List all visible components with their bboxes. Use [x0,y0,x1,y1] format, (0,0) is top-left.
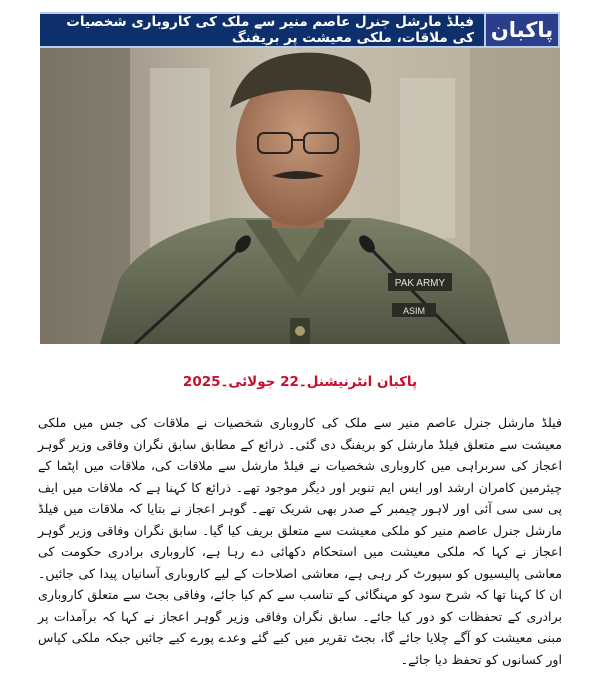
dateline: پاکبان انٹرنیشنل۔22 جولائی۔2025 [182,374,418,390]
headline-text: فیلڈ مارشل جنرل عاصم منیر سے ملک کی کاروباری شخصیات کی ملاقات، ملکی معیشت پر بریفنگ [66,14,474,46]
article-body: فیلڈ مارشل جنرل عاصم منیر سے ملک کی کاروباری شخصیات نے ملاقات کی جس میں ملکی معیشت سے متعلق فیلڈ مارشل کو بریفنگ دی گئی۔ ذرائع کے مطابق سابق نگران وفاقی وزیر گوہر اعجاز کی سربراہی میں کاروباری شخصیات نے فیلڈ مارشل سے ملاقات کی، ملاقات میں اپٹما کے چیئرمین کامران ارشد اور ایس ایم تنویر اور دیگر موجود تھے۔ ذرائع کا کہنا ہے کہ ملاقات میں ایف پی سی سی آئی اور لاہور چیمبر کے صدر بھی شریک تھے۔ گوہر اعجاز نے بتایا کہ ملاقات میں فیلڈ مارشل جنرل عاصم منیر کو ملکی معیشت سے متعلق بریف کیا گیا۔ سابق نگران وفاقی وزیر گوہر اعجاز نے کہا کہ ملکی معیشت میں استحکام دکھائی دے رہا ہے، کاروباری برادری حکومت کی معاشی پالیسیوں کو سپورٹ کر رہی ہے، معاشی اصلاحات کے لیے کاروباری آسانیاں پیدا کی جائیں۔ ان کا کہنا تھا کہ شرح سود کو مہنگائی کے تناسب سے کم کیا جائے، وفاقی بجٹ سے متعلق کاروباری برادری کے تحفظات کو دور کیا جائے۔ سابق نگران وفاقی وزیر گوہر اعجاز نے کہا کہ برآمدات پر مبنی معیشت کو آگے چلایا جائے گا، بجٹ تقریر میں کیے گئے وعدے پورے کیے جائیں جبکہ ملکی کپاس اور کسانوں کو تحفظ دیا جائے۔ [38,415,562,667]
name-tag: ASIM [402,306,426,316]
headline-bar [40,12,484,48]
article-header [40,12,560,48]
pak-army-badge: PAK ARMY [394,278,446,289]
site-logo[interactable]: پاکبان [484,12,560,48]
news-photo [40,48,560,344]
